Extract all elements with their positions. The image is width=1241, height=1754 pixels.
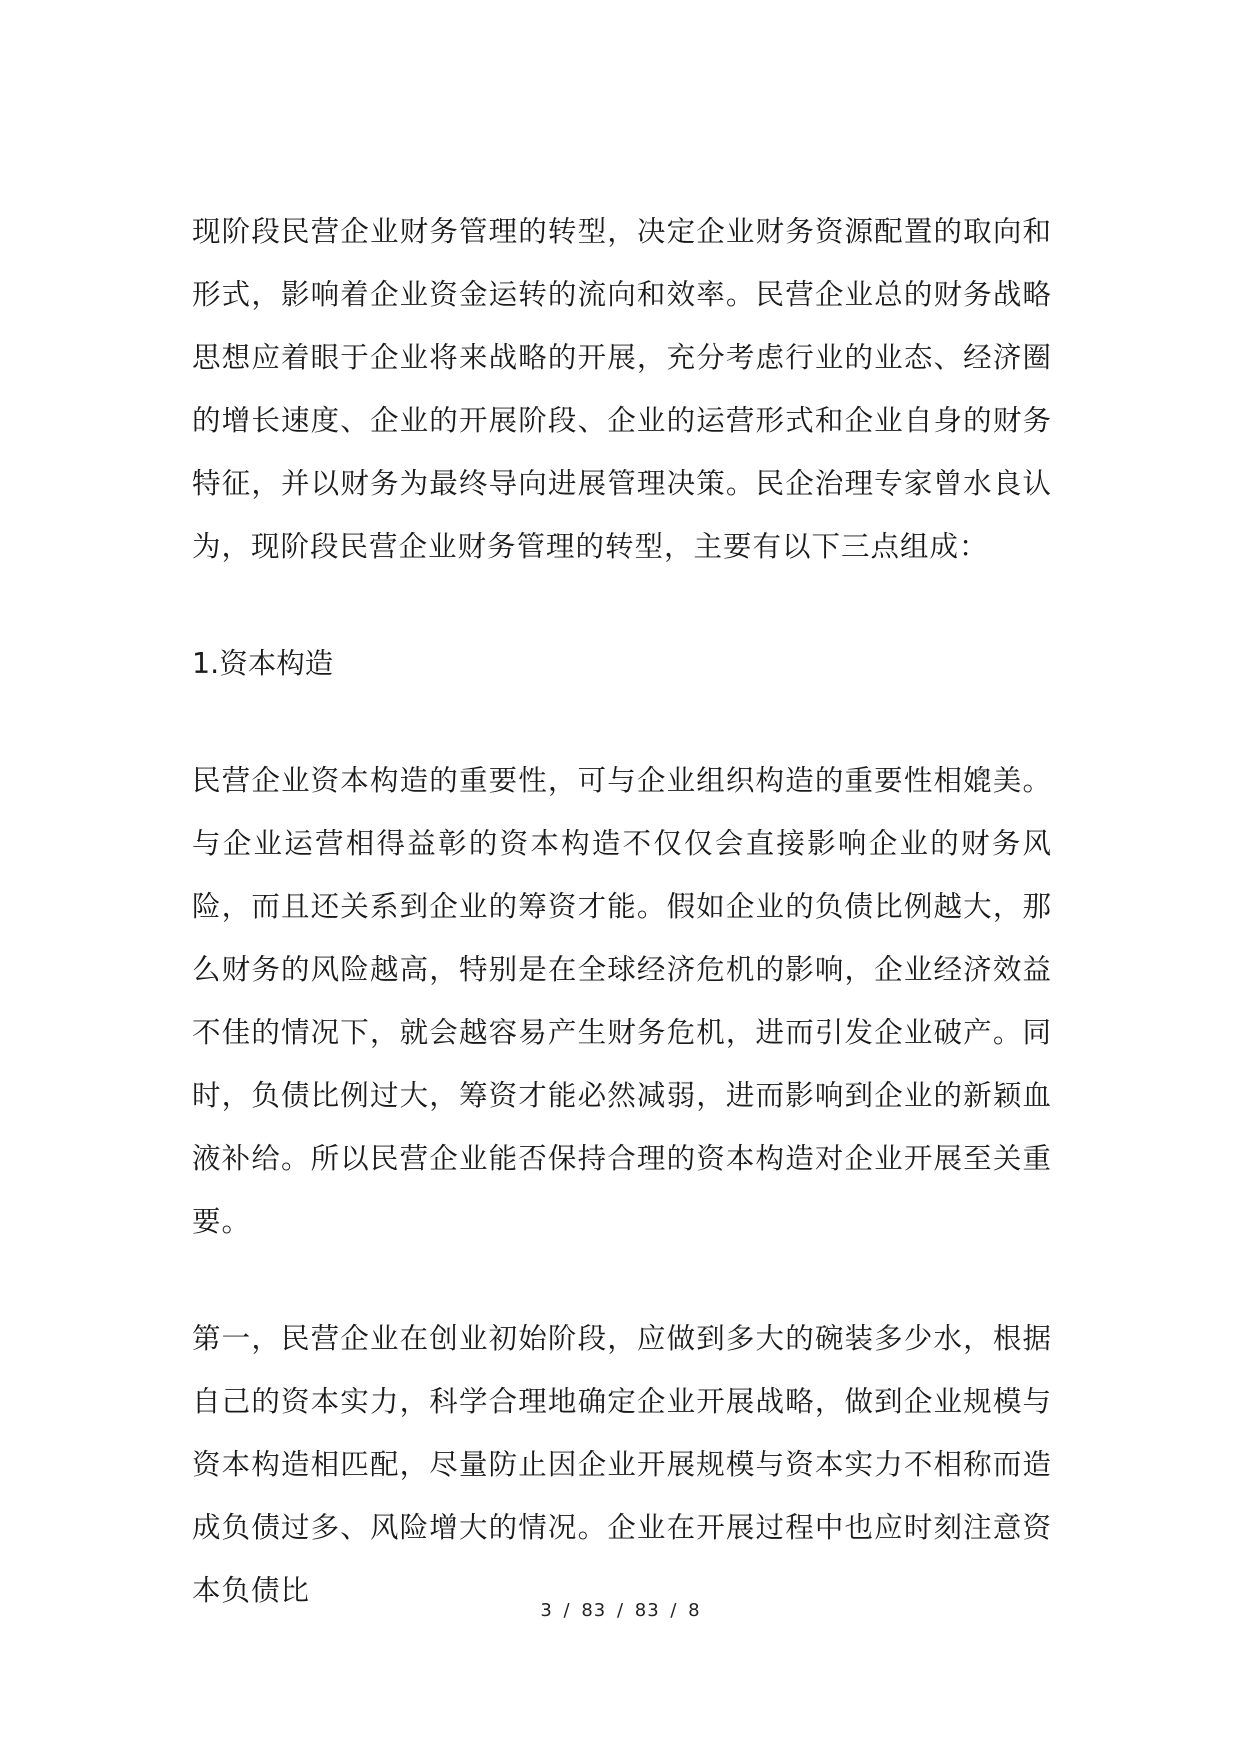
paragraph-intro: 现阶段民营企业财务管理的转型，决定企业财务资源配置的取向和形式，影响着企业资金运转的流向和效率。民营企业总的财务战略思想应着眼于企业将来战略的开展，充分考虑行业的业态、经济圈的增长速度、企业的开展阶段、企业的运营形式和企业自身的财务特征，并以财务为最终导向进展管理决策。民企治理专家曾水良认为，现阶段民营企业财务管理的转型，主要有以下三点组成：: [192, 215, 1052, 563]
heading-spacer: [192, 695, 1052, 749]
paragraph-capital-structure: 民营企业资本构造的重要性，可与企业组织构造的重要性相媲美。与企业运营相得益彰的资本构造不仅仅会直接影响企业的财务风险，而且还关系到企业的筹资才能。假如企业的负债比例越大，那么财务的风险越高，特别是在全球经济危机的影响，企业经济效益不佳的情况下，就会越容易产生财务危机，进而引发企业破产。同时，负债比例过大，筹资才能必然减弱，进而影响到企业的新颖血液补给。所以民营企业能否保持合理的资本构造对企业开展至关重要。: [192, 764, 1052, 1238]
paragraph-spacer: [192, 578, 1052, 632]
section-heading: 1.资本构造: [192, 647, 334, 680]
page-number: 3 / 83 / 83 / 8: [540, 1600, 701, 1621]
paragraph-first-point: 第一，民营企业在创业初始阶段，应做到多大的碗装多少水，根据自己的资本实力，科学合理地确定企业开展战略，做到企业规模与资本构造相匹配，尽量防止因企业开展规模与资本实力不相称而造成负债过多、风险增大的情况。企业在开展过程中也应时刻注意资本负债比: [192, 1322, 1052, 1607]
document-body: [192, 200, 1052, 1622]
paragraph-spacer: [192, 1253, 1052, 1307]
